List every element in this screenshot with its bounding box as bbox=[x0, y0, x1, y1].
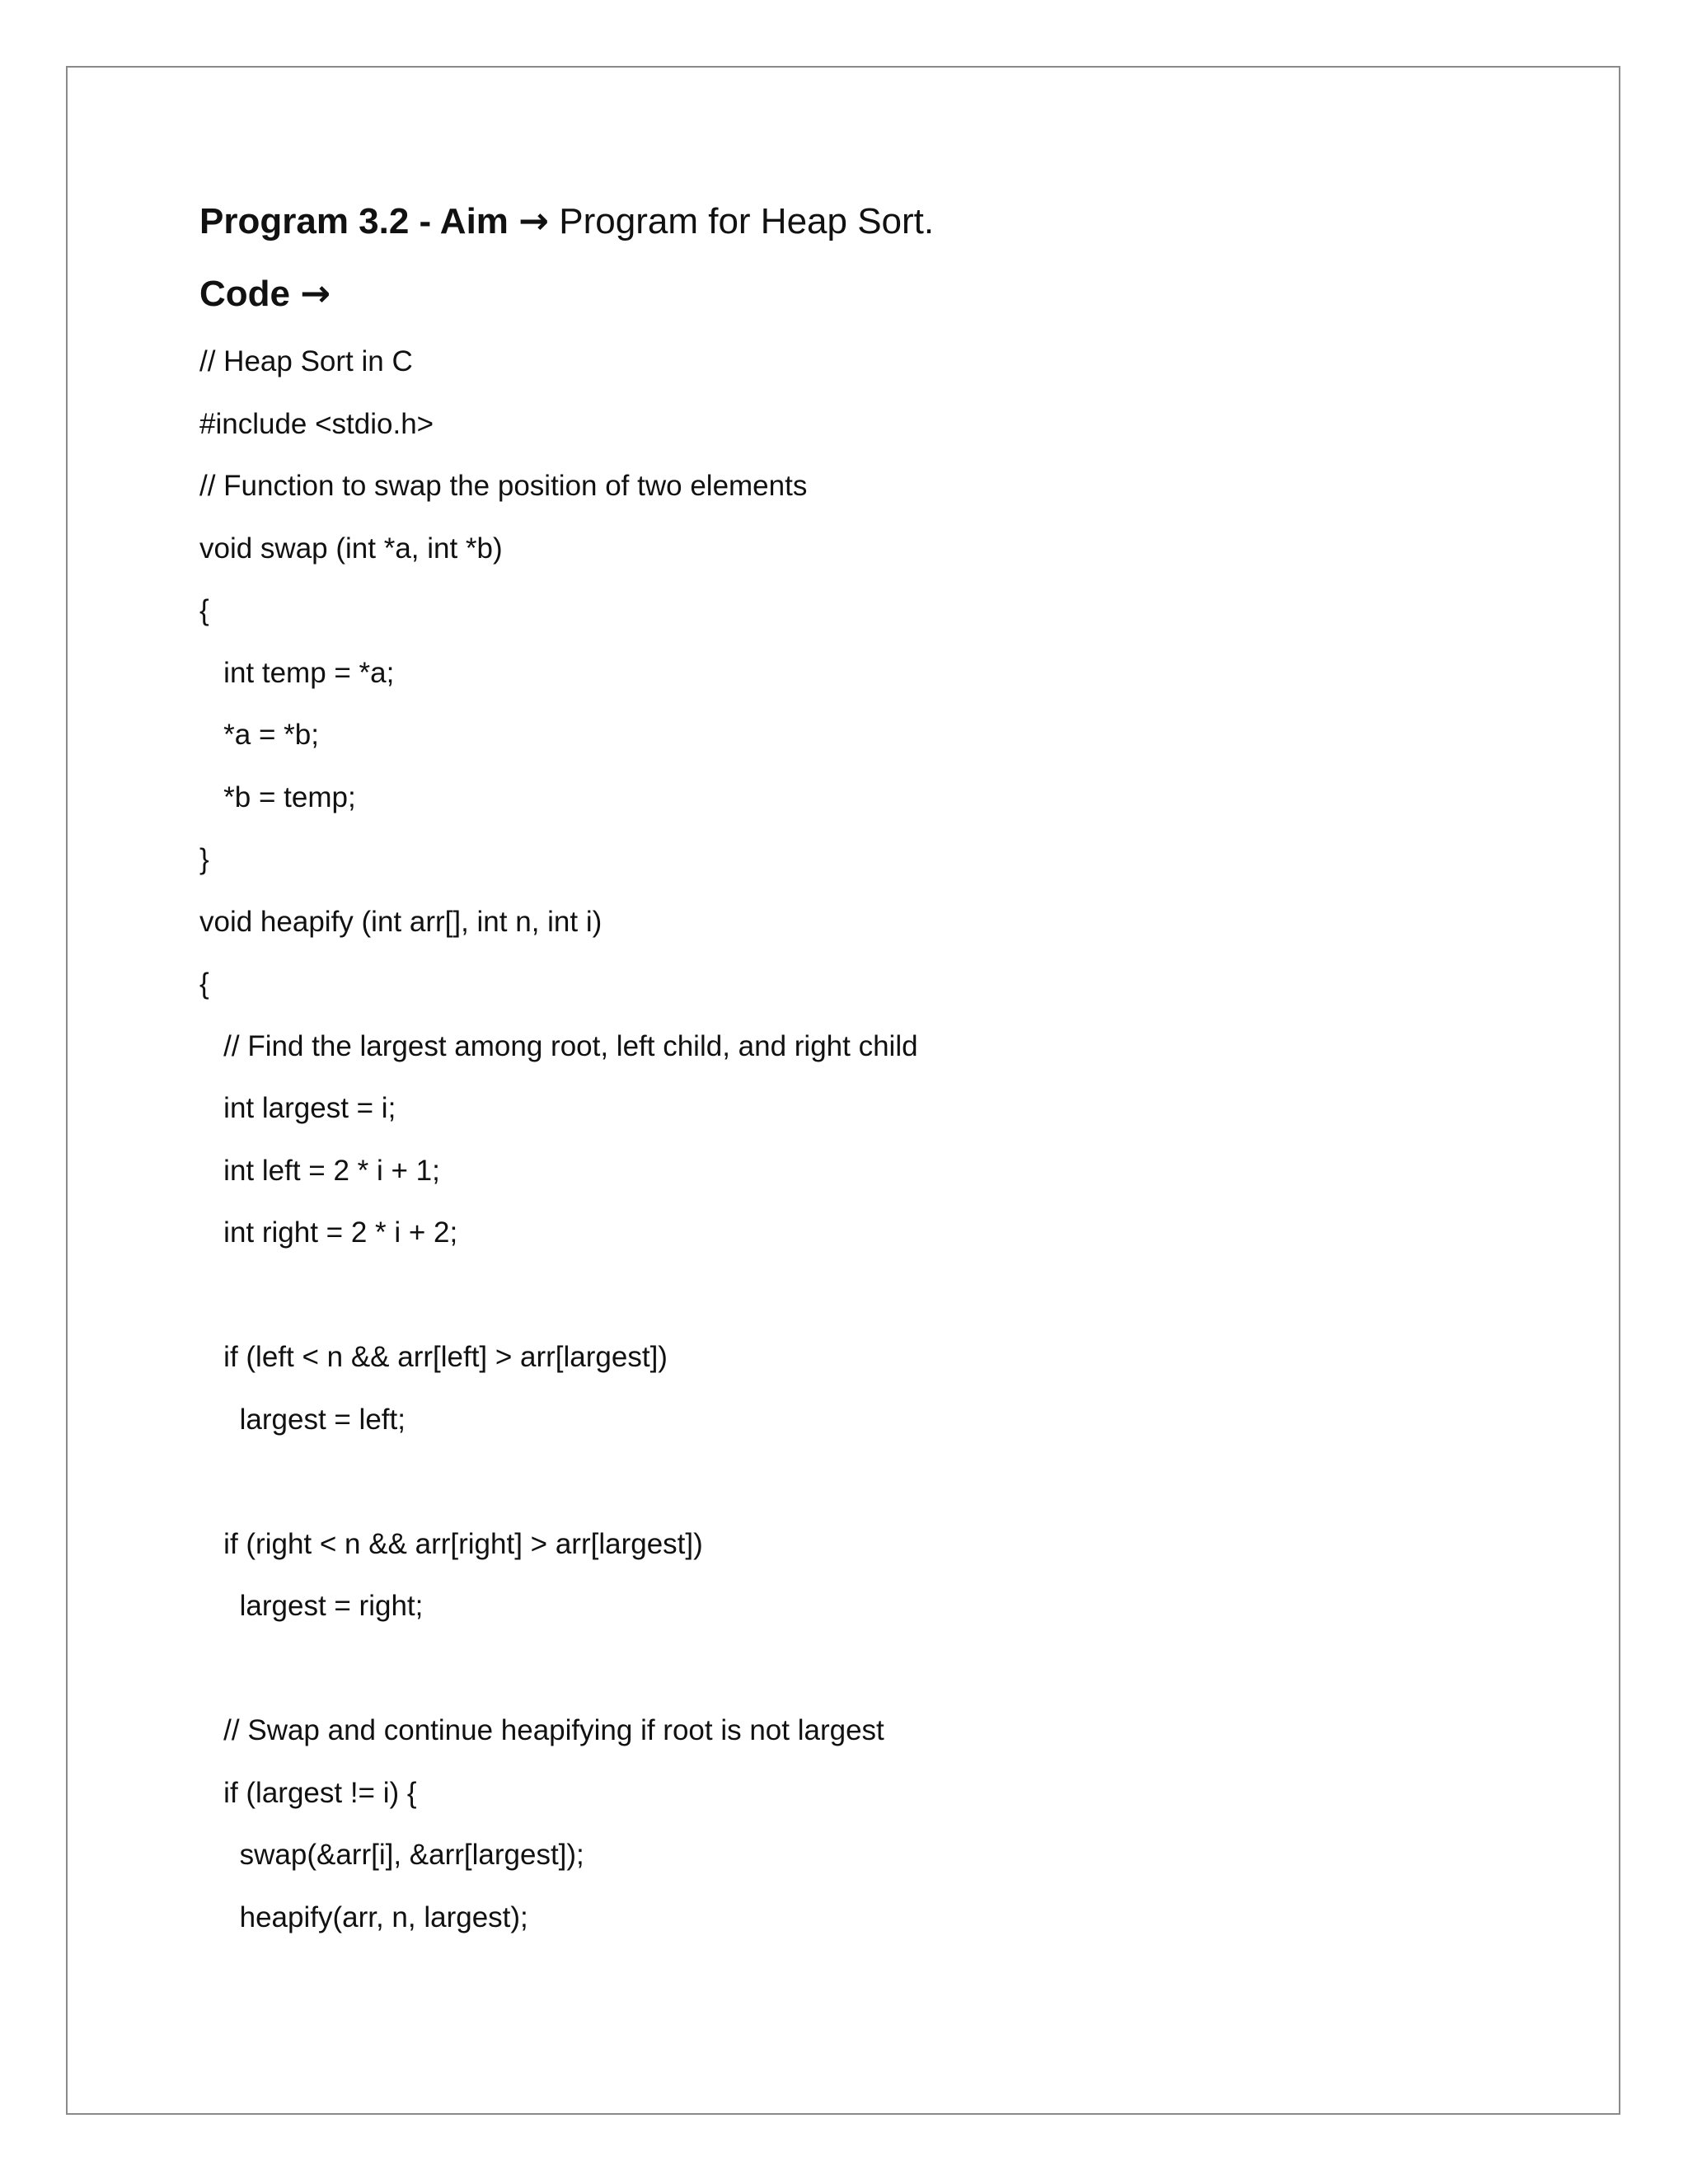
code-line: *b = temp; bbox=[199, 780, 356, 813]
program-title bbox=[199, 198, 1518, 246]
right-arrow-icon: → bbox=[518, 200, 550, 242]
code-line: heapify(arr, n, largest); bbox=[199, 1900, 528, 1933]
code-heading-label: Code bbox=[199, 274, 290, 314]
program-title-rest: Program for Heap Sort. bbox=[559, 201, 935, 241]
code-heading bbox=[199, 270, 1518, 318]
right-arrow-icon: → bbox=[300, 273, 331, 315]
code-line bbox=[199, 1650, 1518, 1713]
code-line: { bbox=[199, 968, 209, 1000]
code-line: // Heap Sort in C bbox=[199, 345, 413, 377]
code-line: largest = right; bbox=[199, 1590, 424, 1622]
code-line: void swap (int *a, int *b) bbox=[199, 532, 503, 565]
code-line: #include <stdio.h> bbox=[199, 407, 434, 440]
code-line bbox=[199, 1277, 1518, 1339]
code-line: int right = 2 * i + 2; bbox=[199, 1216, 458, 1249]
code-line: } bbox=[199, 843, 209, 875]
code-line: largest = left; bbox=[199, 1403, 406, 1436]
code-block bbox=[199, 343, 1518, 1961]
code-line: int temp = *a; bbox=[199, 656, 395, 689]
code-line: { bbox=[199, 594, 209, 626]
code-line: // Function to swap the position of two elements bbox=[199, 470, 808, 502]
code-line bbox=[199, 1463, 1518, 1526]
code-line: swap(&arr[i], &arr[largest]); bbox=[199, 1839, 584, 1871]
code-line: int largest = i; bbox=[199, 1092, 396, 1124]
code-line: *a = *b; bbox=[199, 719, 319, 751]
program-title-bold: Program 3.2 - Aim bbox=[199, 201, 509, 241]
document-content bbox=[199, 198, 1518, 1961]
code-line: if (left < n && arr[left] > arr[largest]) bbox=[199, 1341, 668, 1373]
code-line: void heapify (int arr[], int n, int i) bbox=[199, 905, 603, 938]
code-line: if (largest != i) { bbox=[199, 1776, 417, 1809]
code-line: if (right < n && arr[right] > arr[largest]) bbox=[199, 1527, 703, 1560]
code-line: // Swap and continue heapifying if root is not largest bbox=[199, 1714, 884, 1746]
code-line: // Find the largest among root, left child, and right child bbox=[199, 1029, 918, 1062]
code-line: int left = 2 * i + 1; bbox=[199, 1154, 440, 1187]
